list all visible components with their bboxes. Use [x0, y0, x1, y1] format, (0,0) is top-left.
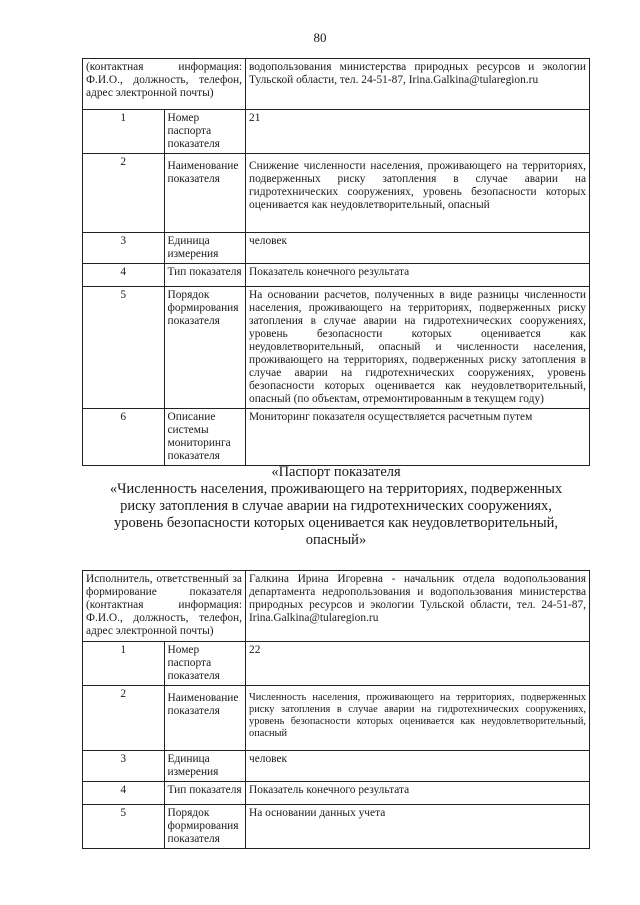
heading-line: уровень безопасности которых оценивается как неудовлетворительный,	[113, 515, 559, 531]
row-label: Номер паспорта показателя	[164, 110, 246, 154]
table-row-contact	[83, 59, 590, 110]
heading-line: «Паспорт показателя	[271, 464, 401, 480]
contact-label: (контактная информация: Ф.И.О., должность, телефон, адрес электронной почты)	[83, 59, 246, 110]
page-number: 80	[313, 30, 327, 45]
row-number: 1	[83, 110, 165, 154]
table-row	[83, 233, 590, 264]
row-value: На основании расчетов, полученных в виде разницы численности населения, проживающего на территориях, подверженных риску затопления в случае аварии на гидротехнических сооружениях, уровень безопасности которых оценивается как неудовлетворительный, опасный и численности населения, проживающего на территориях, подверженных риску затопления в случае аварии на гидротехнических сооружениях, уровень безопасности которых оценивается как неудовлетворительный, опасный (по объектам, отремонтированным в текущем году)	[246, 287, 590, 409]
row-value: человек	[246, 233, 590, 264]
row-value: Мониторинг показателя осуществляется расчетным путем	[246, 409, 590, 466]
row-number: 3	[83, 751, 165, 782]
row-label: Описание системы мониторинга показателя	[164, 409, 246, 466]
row-value: Показатель конечного результата	[246, 264, 590, 287]
row-number: 2	[83, 154, 165, 233]
row-number: 4	[83, 782, 165, 805]
row-value: Снижение численности населения, проживающего на территориях, подверженных риску затопления в случае аварии на гидротехнических сооружениях, уровень безопасности которых оценивается как неудовлетворительный, опасный	[246, 154, 590, 233]
row-label: Наименование показателя	[164, 154, 246, 233]
passport-heading	[82, 464, 590, 549]
row-number: 5	[83, 287, 165, 409]
table-row-executor	[83, 571, 590, 642]
row-number: 3	[83, 233, 165, 264]
table-row	[83, 110, 590, 154]
row-label: Номер паспорта показателя	[164, 642, 246, 686]
row-value: На основании данных учета	[246, 805, 590, 849]
table-row	[83, 751, 590, 782]
contact-value: водопользования министерства природных ресурсов и экологии Тульской области, тел. 24-51-87, Irina.Galkina@tularegion.ru	[246, 59, 590, 110]
passport-table-21	[82, 58, 590, 466]
executor-label: Исполнитель, ответственный за формирование показателя (контактная информация: Ф.И.О., должность, телефон, адрес электронной почты)	[83, 571, 246, 642]
table-row	[83, 264, 590, 287]
table-row	[83, 409, 590, 466]
table-row	[83, 805, 590, 849]
row-value: человек	[246, 751, 590, 782]
row-value: 22	[246, 642, 590, 686]
row-label: Тип показателя	[164, 264, 246, 287]
row-label: Единица измерения	[164, 233, 246, 264]
row-label: Единица измерения	[164, 751, 246, 782]
row-label: Порядок формирования показателя	[164, 287, 246, 409]
row-number: 1	[83, 642, 165, 686]
table-row	[83, 686, 590, 751]
heading-line: «Численность населения, проживающего на территориях, подверженных	[109, 481, 563, 497]
table-row	[83, 782, 590, 805]
row-number: 5	[83, 805, 165, 849]
table-row	[83, 642, 590, 686]
row-label: Порядок формирования показателя	[164, 805, 246, 849]
heading-line: опасный»	[305, 532, 367, 548]
row-number: 4	[83, 264, 165, 287]
row-value: 21	[246, 110, 590, 154]
heading-line: риску затопления в случае аварии на гидротехнических сооружениях,	[120, 498, 552, 514]
row-label: Наименование показателя	[164, 686, 246, 751]
row-value: Численность населения, проживающего на территориях, подверженных риску затопления в случае аварии на гидротехнических сооружениях, уровень безопасности которых оценивается как неудовлетворительный, опасный	[246, 686, 590, 751]
row-value: Показатель конечного результата	[246, 782, 590, 805]
executor-value: Галкина Ирина Игоревна - начальник отдела водопользования департамента недропользования и водопользования министерства природных ресурсов и экологии Тульской области, тел. 24-51-87, Irina.Galkina@tularegion.ru	[246, 571, 590, 642]
row-label: Тип показателя	[164, 782, 246, 805]
row-number: 6	[83, 409, 165, 466]
row-number: 2	[83, 686, 165, 751]
passport-table-22	[82, 570, 590, 849]
table-row	[83, 287, 590, 409]
table-row	[83, 154, 590, 233]
